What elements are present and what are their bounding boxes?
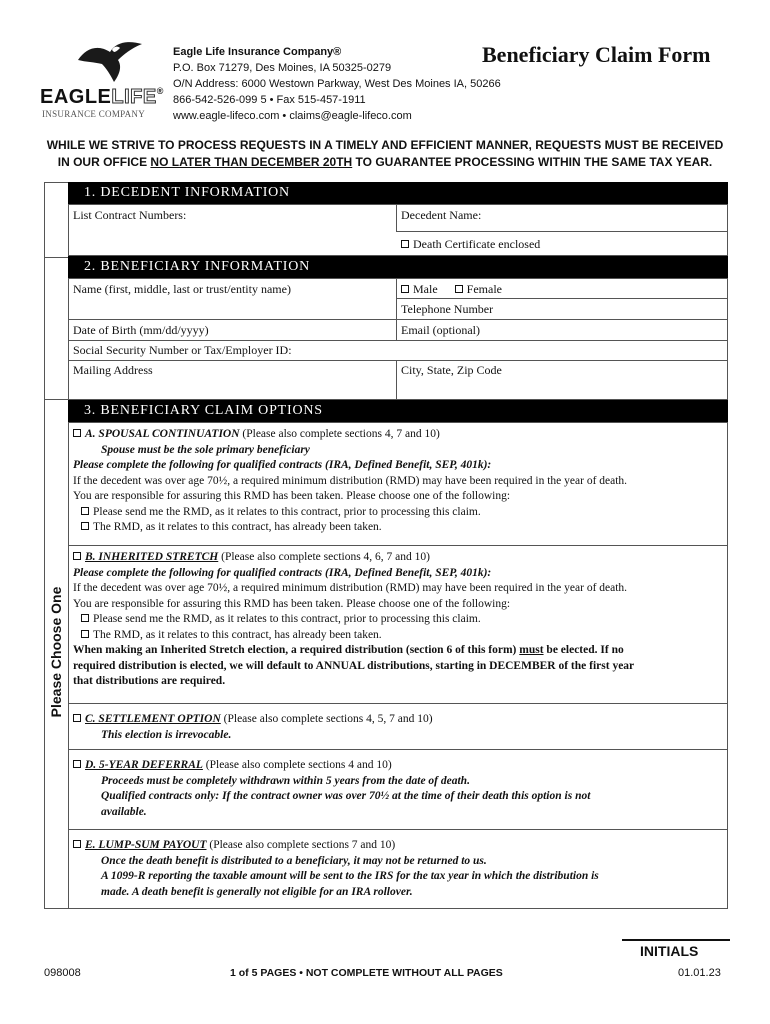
option-d-5-year-deferral: D. 5-YEAR DEFERRAL (Please also complete sections 4 and 10) Proceeds must be completely withdrawn within 5 years from the date of death. Qualified contracts only: If the contract owner was over 70½ at the time of their death this option is not available. [68,750,728,830]
section-3-header: 3. BENEFICIARY CLAIM OPTIONS [68,400,728,422]
checkbox-icon [81,630,89,638]
section-1-header: 1. DECEDENT INFORMATION [68,182,728,204]
gender-options [401,282,502,297]
checkbox-icon [455,285,463,293]
option-a-checkbox[interactable]: A. SPOUSAL CONTINUATION [73,428,240,440]
option-b-rmd-send[interactable]: Please send me the RMD, as it relates to this contract, prior to processing this claim. [73,612,723,628]
form-number: 098008 [44,967,81,979]
logo-subtitle: INSURANCE COMPANY [42,109,146,119]
option-a-rmd-send[interactable]: Please send me the RMD, as it relates to this contract, prior to processing this claim. [73,505,723,521]
overnight-address: O/N Address: 6000 Westown Parkway, West Des Moines IA, 50266 [173,78,501,90]
checkbox-icon [81,522,89,530]
checkbox-icon [73,714,81,722]
company-address-block [173,44,501,124]
initials-line[interactable] [622,939,730,941]
logo-wordmark: EAGLELIFE® [40,86,164,108]
city-state-zip-field[interactable]: City, State, Zip Code [401,363,502,377]
eagle-icon [76,38,146,86]
option-a-rmd-taken[interactable]: The RMD, as it relates to this contract, has already been taken. [73,520,723,536]
contract-numbers-field[interactable]: List Contract Numbers: [73,208,187,222]
company-name: Eagle Life Insurance Company® [173,46,342,58]
revision-date: 01.01.23 [678,967,721,979]
web-email: www.eagle-lifeco.com • claims@eagle-lifeco.com [173,110,412,122]
mailing-address-field[interactable]: Mailing Address [73,363,153,377]
left-margin-column [44,182,68,909]
checkbox-icon [401,285,409,293]
decedent-name-field[interactable]: Decedent Name: [401,208,482,222]
initials-label: INITIALS [640,943,699,959]
option-b-inherited-stretch: B. INHERITED STRETCH (Please also complete sections 4, 6, 7 and 10) Please complete the following for qualified contracts (IRA, Defined Benefit, SEP, 401k): If the decedent was over age 70½, a required minimum distribution (RMD) may have been required in the year of death. You are responsible for assuring this RMD has been taken. Please choose one of the following: Please send me the RMD, as it relates to this contract, prior to processing this claim. The RMD, as it relates to this contract, has already been taken. When making an Inherited Stretch election, a required distribution (section 6 of this form) must be elected. If no required distribution is elected, we will default to ANNUAL distributions, starting in DECEMBER of the first year that distributions are required. [68,546,728,704]
option-d-checkbox[interactable]: D. 5-YEAR DEFERRAL [73,759,203,771]
checkbox-icon [81,614,89,622]
option-b-checkbox[interactable]: B. INHERITED STRETCH [73,551,218,563]
checkbox-icon [401,240,409,248]
death-certificate-checkbox[interactable]: Death Certificate enclosed [401,237,540,252]
option-a-spousal-continuation: A. SPOUSAL CONTINUATION (Please also complete sections 4, 7 and 10) Spouse must be the sole primary beneficiary Please complete the following for qualified contracts (IRA, Defined Benefit, SEP, 401k): If the decedent was over age 70½, a required minimum distribution (RMD) may have been required in the year of death. You are responsible for assuring this RMD has been taken. Please choose one of the following: Please send me the RMD, as it relates to this contract, prior to processing this claim. The RMD, as it relates to this contract, has already been taken. [68,422,728,546]
email-field[interactable]: Email (optional) [401,323,480,337]
page-count: 1 of 5 PAGES • NOT COMPLETE WITHOUT ALL PAGES [230,967,503,979]
option-e-checkbox[interactable]: E. LUMP-SUM PAYOUT [73,839,207,851]
option-b-rmd-taken[interactable]: The RMD, as it relates to this contract, has already been taken. [73,628,723,644]
checkbox-icon [73,760,81,768]
telephone-field[interactable]: Telephone Number [401,302,494,316]
checkbox-icon [81,507,89,515]
option-c-checkbox[interactable]: C. SETTLEMENT OPTION [73,713,221,725]
ssn-field[interactable]: Social Security Number or Tax/Employer ID: [73,343,292,357]
processing-notice: WHILE WE STRIVE TO PROCESS REQUESTS IN A TIMELY AND EFFICIENT MANNER, REQUESTS MUST BE RECEIVED IN OUR OFFICE NO LATER THAN DECEMBER 20TH TO GUARANTEE PROCESSING WITHIN THE SAME TAX YEAR. [46,138,724,169]
date-of-birth-field[interactable]: Date of Birth (mm/dd/yyyy) [73,323,209,337]
male-checkbox[interactable]: Male [401,282,438,296]
form-title: Beneficiary Claim Form [482,42,711,67]
po-box: P.O. Box 71279, Des Moines, IA 50325-0279 [173,62,392,74]
checkbox-icon [73,552,81,560]
beneficiary-name-field[interactable]: Name (first, middle, last or trust/entity name) [73,282,291,296]
female-checkbox[interactable]: Female [455,282,502,296]
phone-fax: 866-542-526-099 5 • Fax 515-457-1911 [173,94,366,106]
option-c-settlement: C. SETTLEMENT OPTION (Please also complete sections 4, 5, 7 and 10) This election is irrevocable. [68,704,728,750]
option-e-lump-sum: E. LUMP-SUM PAYOUT (Please also complete sections 7 and 10) Once the death benefit is distributed to a beneficiary, it may not be returned to us. A 1099-R reporting the taxable amount will be sent to the IRS for the tax year in which the distribution is made. A death benefit is generally not eligible for an IRA rollover. [68,830,728,909]
company-logo [40,38,164,119]
please-choose-one-label: Please Choose One [48,586,64,718]
checkbox-icon [73,840,81,848]
checkbox-icon [73,429,81,437]
section-2-header: 2. BENEFICIARY INFORMATION [68,256,728,278]
